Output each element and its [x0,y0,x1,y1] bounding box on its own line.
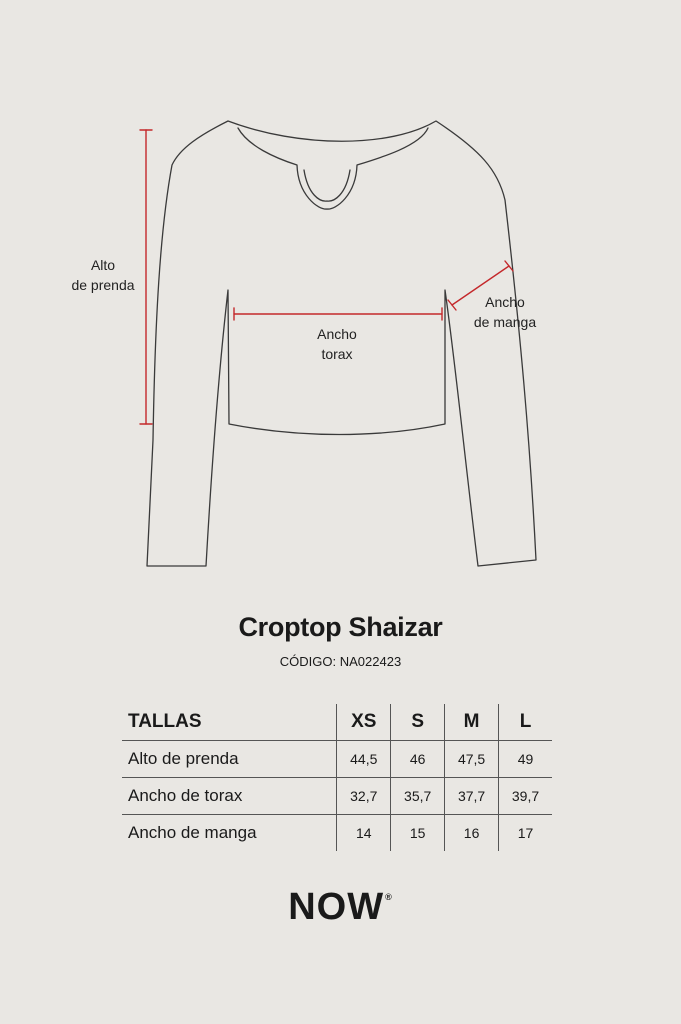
size-header-l: L [499,704,552,741]
ancho-torax-label [300,324,374,364]
brand-logo [0,886,681,929]
table-row [122,815,552,852]
tallas-header: TALLAS [122,704,337,741]
size-header-xs: XS [337,704,391,741]
alto-label-line2: de prenda [71,277,135,293]
row-label: Ancho de manga [128,823,257,842]
table-cell: 39,7 [499,778,552,815]
neckline-band [238,128,428,209]
registered-mark: ® [385,892,393,902]
table-cell: 32,7 [337,778,391,815]
alto-de-prenda-label [60,255,146,295]
table-cell: 37,7 [445,778,499,815]
table-cell: 46 [391,741,445,778]
torax-label-line1: Ancho [317,326,357,342]
table-row [122,741,552,778]
table-cell: 17 [499,815,552,852]
table-cell: 14 [337,815,391,852]
size-table-header-row [122,704,552,741]
table-cell: 49 [499,741,552,778]
alto-label-line1: Alto [90,257,116,273]
table-cell: 44,5 [337,741,391,778]
table-cell: 47,5 [445,741,499,778]
ancho-manga-label [465,292,545,332]
table-cell: 16 [445,815,499,852]
table-row [122,778,552,815]
row-label: Alto de prenda [122,741,337,778]
size-header-m: M [445,704,499,741]
torax-label-line2: torax [321,346,353,362]
table-cell: 35,7 [391,778,445,815]
brand-name: NOW [288,886,385,928]
keyhole-inner [304,170,350,201]
size-header-s: S [391,704,445,741]
manga-label-line2: de manga [473,314,537,330]
product-title: Croptop Shaizar [238,612,443,642]
row-label: Ancho de torax [122,778,337,815]
size-table [122,704,552,851]
product-code: CÓDIGO: NA022423 [279,654,402,669]
manga-label-line1: Ancho [485,294,525,310]
table-cell: 15 [391,815,445,852]
